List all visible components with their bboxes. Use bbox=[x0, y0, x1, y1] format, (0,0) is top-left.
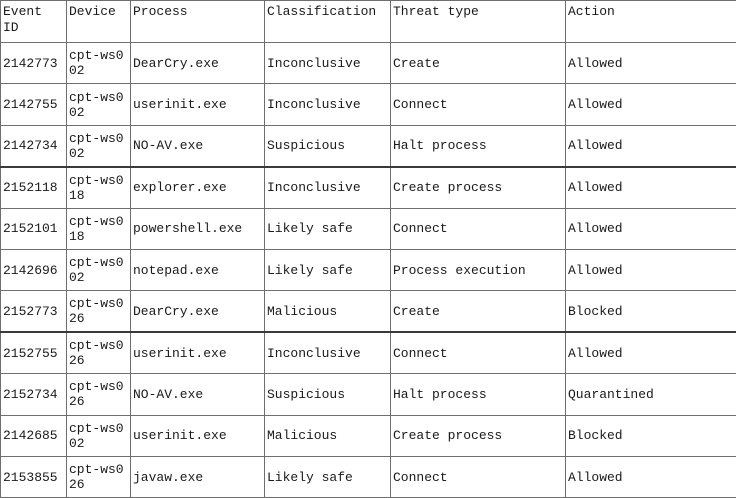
cell-device: cpt-ws002 bbox=[67, 84, 131, 125]
cell-event-id: 2152101 bbox=[1, 208, 67, 249]
cell-threat-type: Create bbox=[391, 43, 566, 84]
cell-classification: Malicious bbox=[265, 291, 391, 332]
cell-event-id: 2142696 bbox=[1, 249, 67, 290]
cell-device: cpt-ws002 bbox=[67, 125, 131, 166]
cell-process: javaw.exe bbox=[131, 456, 265, 497]
cell-classification: Malicious bbox=[265, 415, 391, 456]
cell-threat-type: Connect bbox=[391, 208, 566, 249]
table-row[interactable] bbox=[1, 167, 736, 208]
cell-process: NO-AV.exe bbox=[131, 374, 265, 415]
cell-device: cpt-ws026 bbox=[67, 291, 131, 332]
cell-threat-type: Connect bbox=[391, 84, 566, 125]
cell-event-id: 2152755 bbox=[1, 332, 67, 373]
cell-threat-type: Process execution bbox=[391, 249, 566, 290]
table-row[interactable] bbox=[1, 249, 736, 290]
table-row[interactable] bbox=[1, 43, 736, 84]
cell-classification: Suspicious bbox=[265, 374, 391, 415]
cell-event-id: 2152734 bbox=[1, 374, 67, 415]
cell-process: userinit.exe bbox=[131, 84, 265, 125]
cell-action: Allowed bbox=[566, 84, 736, 125]
cell-device: cpt-ws002 bbox=[67, 415, 131, 456]
header-row bbox=[1, 1, 736, 43]
cell-threat-type: Connect bbox=[391, 456, 566, 497]
cell-device: cpt-ws018 bbox=[67, 167, 131, 208]
column-header-device[interactable]: Device bbox=[67, 1, 131, 43]
cell-classification: Inconclusive bbox=[265, 84, 391, 125]
cell-device: cpt-ws026 bbox=[67, 456, 131, 497]
table-row[interactable] bbox=[1, 415, 736, 456]
cell-threat-type: Halt process bbox=[391, 374, 566, 415]
cell-event-id: 2142755 bbox=[1, 84, 67, 125]
cell-classification: Suspicious bbox=[265, 125, 391, 166]
table-row[interactable] bbox=[1, 456, 736, 497]
column-header-action[interactable]: Action bbox=[566, 1, 736, 43]
cell-threat-type: Create process bbox=[391, 167, 566, 208]
cell-action: Allowed bbox=[566, 125, 736, 166]
table-row[interactable] bbox=[1, 84, 736, 125]
column-header-classification[interactable]: Classification bbox=[265, 1, 391, 43]
cell-event-id: 2153855 bbox=[1, 456, 67, 497]
cell-threat-type: Connect bbox=[391, 332, 566, 373]
cell-action: Allowed bbox=[566, 456, 736, 497]
cell-action: Blocked bbox=[566, 291, 736, 332]
table-row[interactable] bbox=[1, 125, 736, 166]
column-header-event-id[interactable]: Event ID bbox=[1, 1, 67, 43]
cell-process: NO-AV.exe bbox=[131, 125, 265, 166]
table-row[interactable] bbox=[1, 291, 736, 332]
cell-device: cpt-ws002 bbox=[67, 249, 131, 290]
cell-process: powershell.exe bbox=[131, 208, 265, 249]
cell-event-id: 2152118 bbox=[1, 167, 67, 208]
cell-classification: Inconclusive bbox=[265, 43, 391, 84]
cell-classification: Likely safe bbox=[265, 208, 391, 249]
cell-classification: Likely safe bbox=[265, 456, 391, 497]
cell-device: cpt-ws018 bbox=[67, 208, 131, 249]
cell-threat-type: Halt process bbox=[391, 125, 566, 166]
cell-device: cpt-ws026 bbox=[67, 332, 131, 373]
column-header-threat-type[interactable]: Threat type bbox=[391, 1, 566, 43]
cell-action: Allowed bbox=[566, 332, 736, 373]
cell-process: notepad.exe bbox=[131, 249, 265, 290]
cell-process: DearCry.exe bbox=[131, 291, 265, 332]
cell-device: cpt-ws002 bbox=[67, 43, 131, 84]
cell-threat-type: Create bbox=[391, 291, 566, 332]
cell-action: Allowed bbox=[566, 43, 736, 84]
table-row[interactable] bbox=[1, 374, 736, 415]
cell-process: explorer.exe bbox=[131, 167, 265, 208]
cell-action: Quarantined bbox=[566, 374, 736, 415]
cell-device: cpt-ws026 bbox=[67, 374, 131, 415]
cell-event-id: 2142734 bbox=[1, 125, 67, 166]
cell-action: Blocked bbox=[566, 415, 736, 456]
table-row[interactable] bbox=[1, 332, 736, 373]
cell-action: Allowed bbox=[566, 167, 736, 208]
cell-classification: Inconclusive bbox=[265, 167, 391, 208]
cell-process: userinit.exe bbox=[131, 415, 265, 456]
column-header-process[interactable]: Process bbox=[131, 1, 265, 43]
cell-event-id: 2152773 bbox=[1, 291, 67, 332]
cell-event-id: 2142685 bbox=[1, 415, 67, 456]
table-row[interactable] bbox=[1, 208, 736, 249]
cell-event-id: 2142773 bbox=[1, 43, 67, 84]
cell-classification: Likely safe bbox=[265, 249, 391, 290]
cell-process: DearCry.exe bbox=[131, 43, 265, 84]
cell-classification: Inconclusive bbox=[265, 332, 391, 373]
cell-action: Allowed bbox=[566, 249, 736, 290]
cell-process: userinit.exe bbox=[131, 332, 265, 373]
cell-threat-type: Create process bbox=[391, 415, 566, 456]
cell-action: Allowed bbox=[566, 208, 736, 249]
